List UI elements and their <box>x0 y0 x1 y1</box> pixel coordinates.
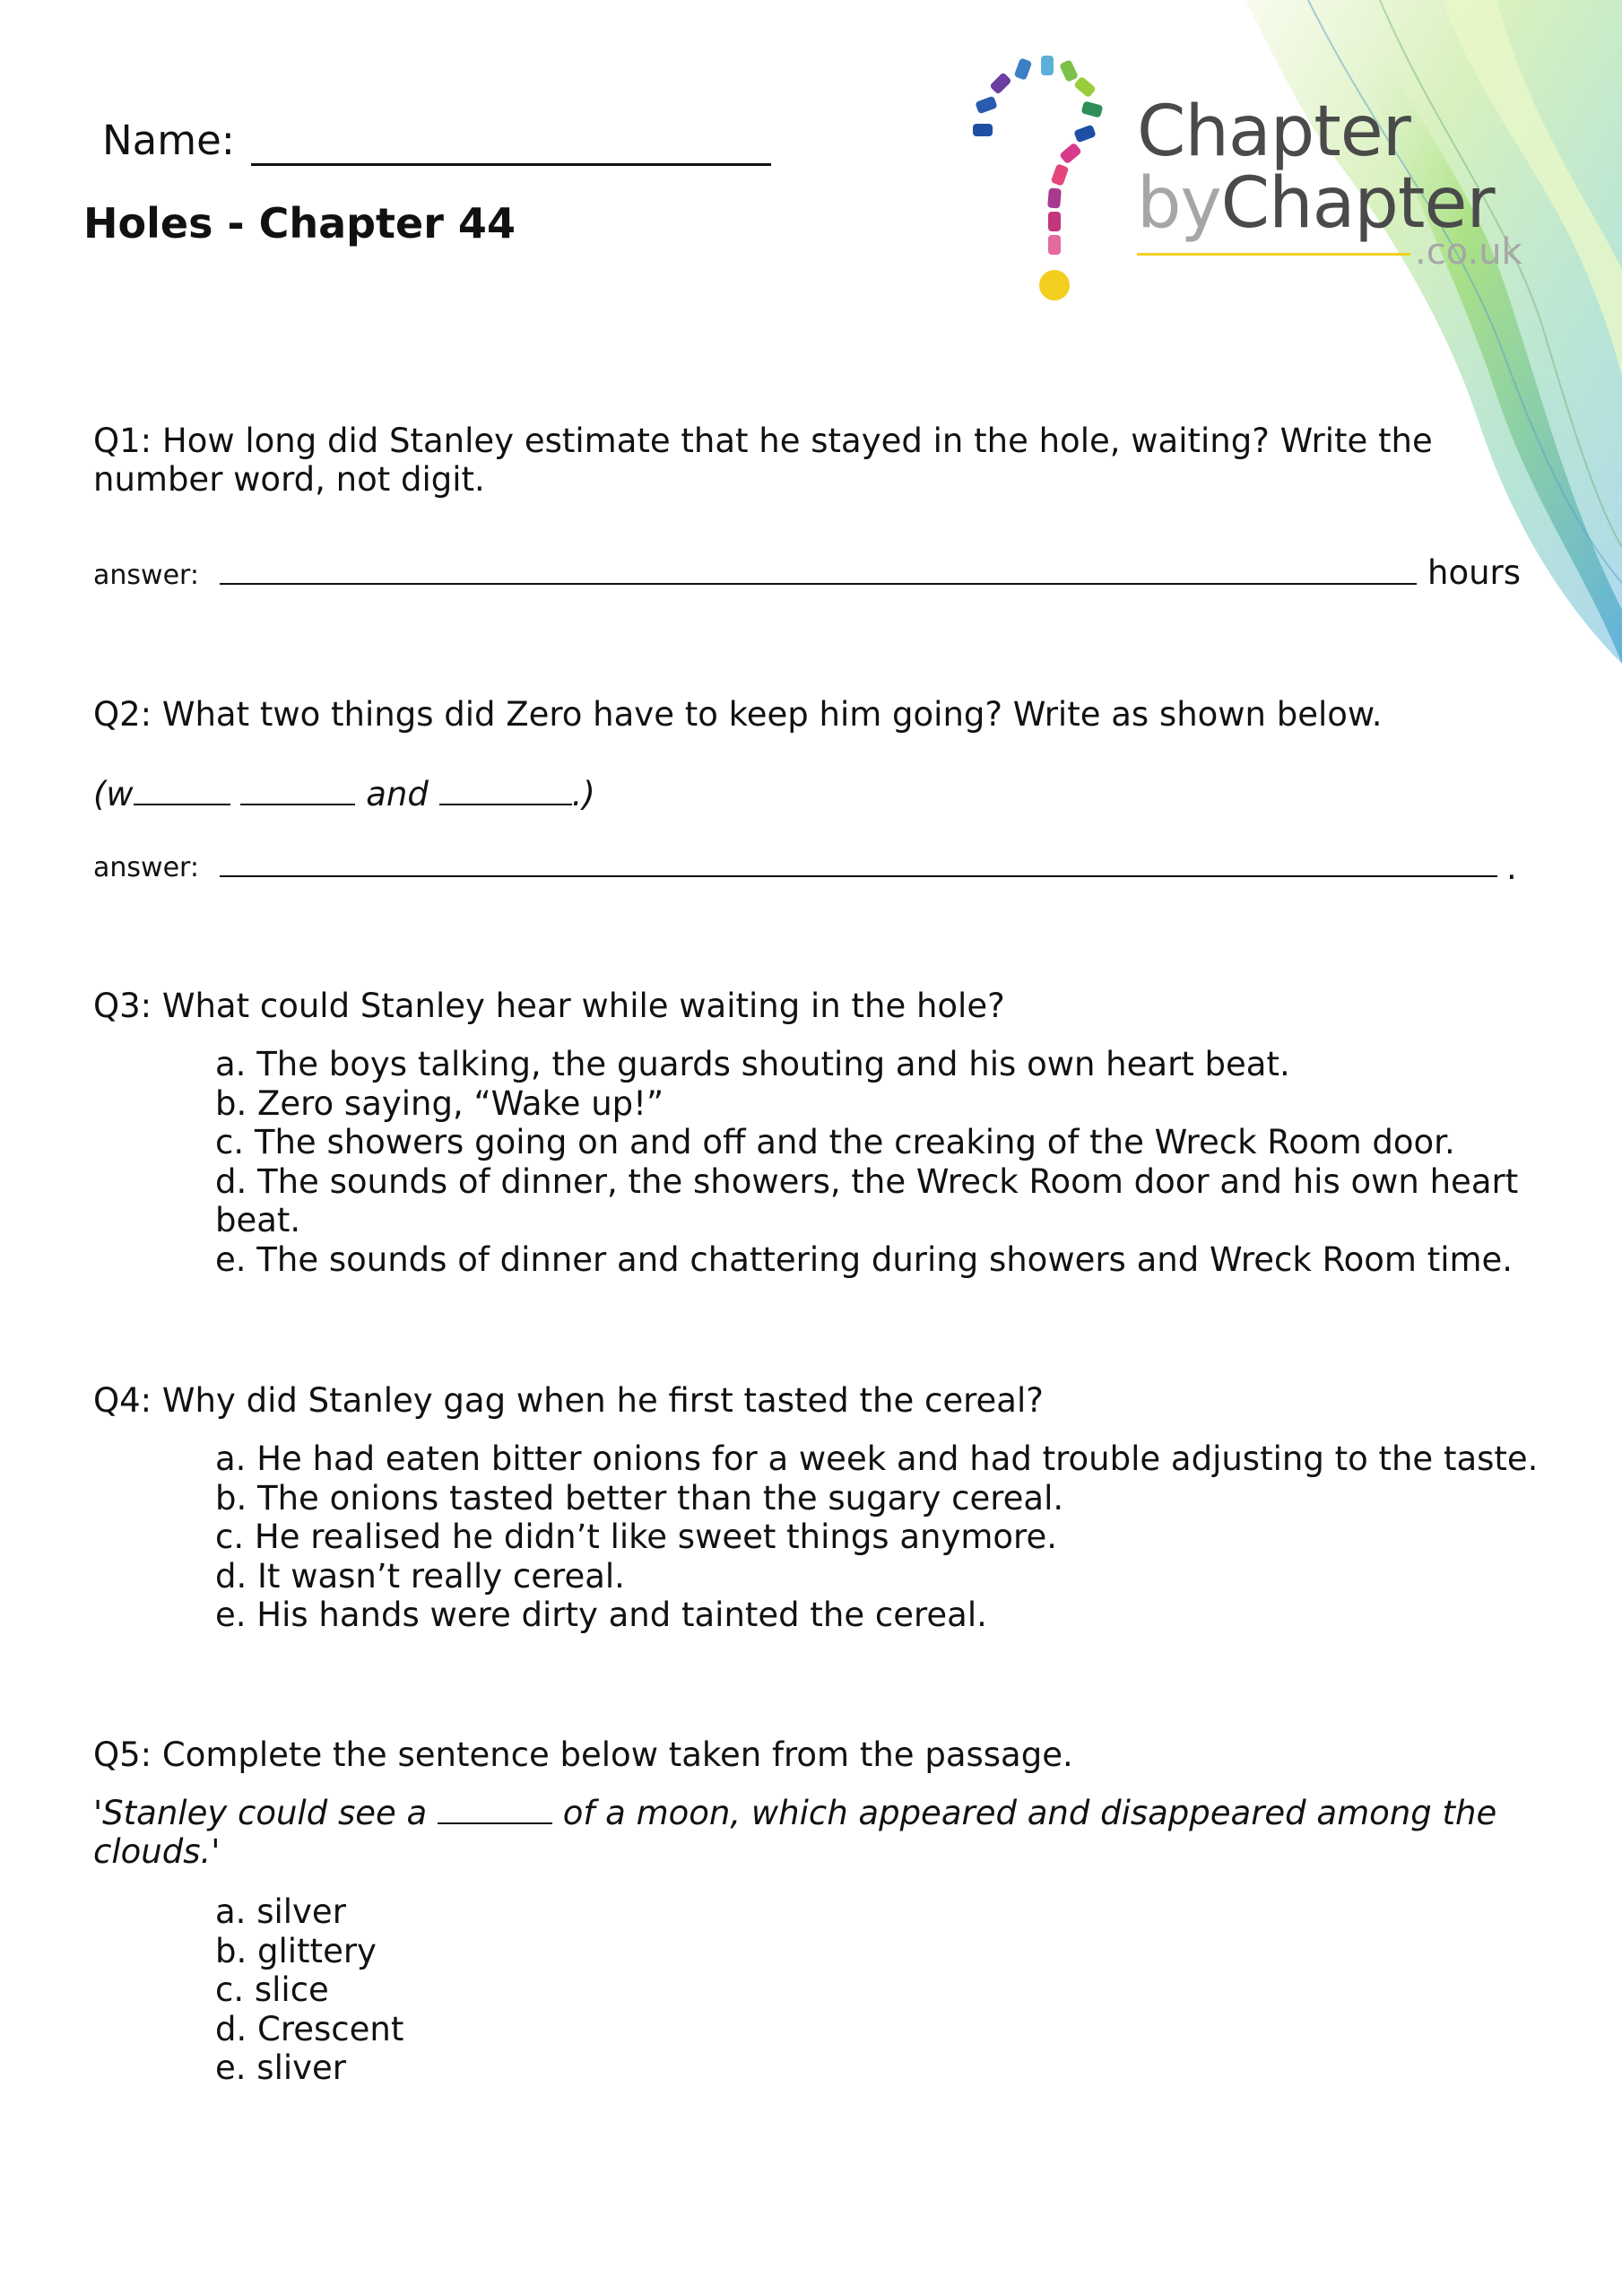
question-1-answer-line[interactable] <box>220 583 1417 585</box>
hint-part-3: and <box>355 775 439 813</box>
worksheet-title: Holes - Chapter 44 <box>83 199 516 248</box>
quote-blank <box>438 1796 552 1824</box>
question-5-options <box>215 1892 1542 2088</box>
quote-after: of a moon, which appeared and disappeared among the clouds.' <box>93 1794 1497 1871</box>
question-1-answer-label: answer: <box>93 560 199 591</box>
hint-part-2 <box>230 775 241 813</box>
logo-word-bychapter <box>1137 163 1495 244</box>
question-3-text: Q3: What could Stanley hear while waiting in the hole? <box>93 987 1005 1025</box>
question-3-option-b[interactable]: b. Zero saying, “Wake up!” <box>215 1083 664 1123</box>
question-4-option-c[interactable]: c. He realised he didn’t like sweet things anymore. <box>215 1518 1057 1556</box>
logo-word-chapter: Chapter <box>1137 91 1410 172</box>
logo-word-by: by <box>1137 163 1221 244</box>
question-3-option-d[interactable]: d. The sounds of dinner, the showers, the Wreck Room door and his own heart beat. <box>215 1161 1519 1239</box>
question-3-option-e[interactable]: e. The sounds of dinner and chattering during showers and Wreck Room time. <box>215 1239 1514 1279</box>
question-5-option-a[interactable]: a. silver <box>215 1892 346 1931</box>
question-5-option-b[interactable]: b. glittery <box>215 1931 377 1970</box>
question-3-option-c[interactable]: c. The showers going on and off and the creaking of the Wreck Room door. <box>215 1123 1455 1161</box>
question-4-option-e[interactable]: e. His hands were dirty and tainted the cereal. <box>215 1596 987 1634</box>
question-3-option-a[interactable]: a. The boys talking, the guards shouting and his own heart beat. <box>215 1045 1290 1083</box>
question-4-option-b[interactable]: b. The onions tasted better than the sugary cereal. <box>215 1478 1064 1518</box>
quote-before: 'Stanley could see a <box>93 1794 438 1832</box>
question-1-answer-suffix: hours <box>1427 553 1522 592</box>
logo-word-chapter-2: Chapter <box>1220 163 1495 244</box>
logo-book-arc-icon <box>964 54 1125 314</box>
question-2-text: Q2: What two things did Zero have to keep him going? Write as shown below. <box>93 695 1383 734</box>
question-1-text: Q1: How long did Stanley estimate that he stayed in the hole, waiting? Write the number word, not digit. <box>93 422 1433 499</box>
name-input-line[interactable] <box>251 163 771 166</box>
logo-underline <box>1137 253 1410 256</box>
question-4-option-d[interactable]: d. It wasn’t really cereal. <box>215 1556 625 1596</box>
hint-blank-3 <box>439 777 572 805</box>
question-4-text: Q4: Why did Stanley gag when he first tasted the cereal? <box>93 1381 1044 1420</box>
question-5-text: Q5: Complete the sentence below taken from the passage. <box>93 1735 1073 1774</box>
question-5-option-c[interactable]: c. slice <box>215 1970 329 2009</box>
question-2-answer-suffix: . <box>1506 848 1517 887</box>
question-2-hint <box>93 775 1438 813</box>
question-5-option-d[interactable]: d. Crescent <box>215 2009 404 2048</box>
hint-part-1: (w <box>93 775 134 813</box>
hint-part-4: .) <box>571 775 595 813</box>
logo-domain: .co.uk <box>1415 231 1522 273</box>
question-2-answer-label: answer: <box>93 852 199 883</box>
question-4-option-a[interactable]: a. He had eaten bitter onions for a week and had trouble adjusting to the taste. <box>215 1439 1539 1478</box>
hint-blank-2 <box>240 777 355 805</box>
question-4-options <box>215 1439 1542 1635</box>
hint-blank-1 <box>134 777 230 805</box>
question-3-options <box>215 1045 1542 1279</box>
question-5-option-e[interactable]: e. sliver <box>215 2048 346 2087</box>
question-2-answer-line[interactable] <box>220 875 1497 877</box>
name-label: Name: <box>102 117 235 164</box>
question-5-quote <box>93 1794 1510 1871</box>
